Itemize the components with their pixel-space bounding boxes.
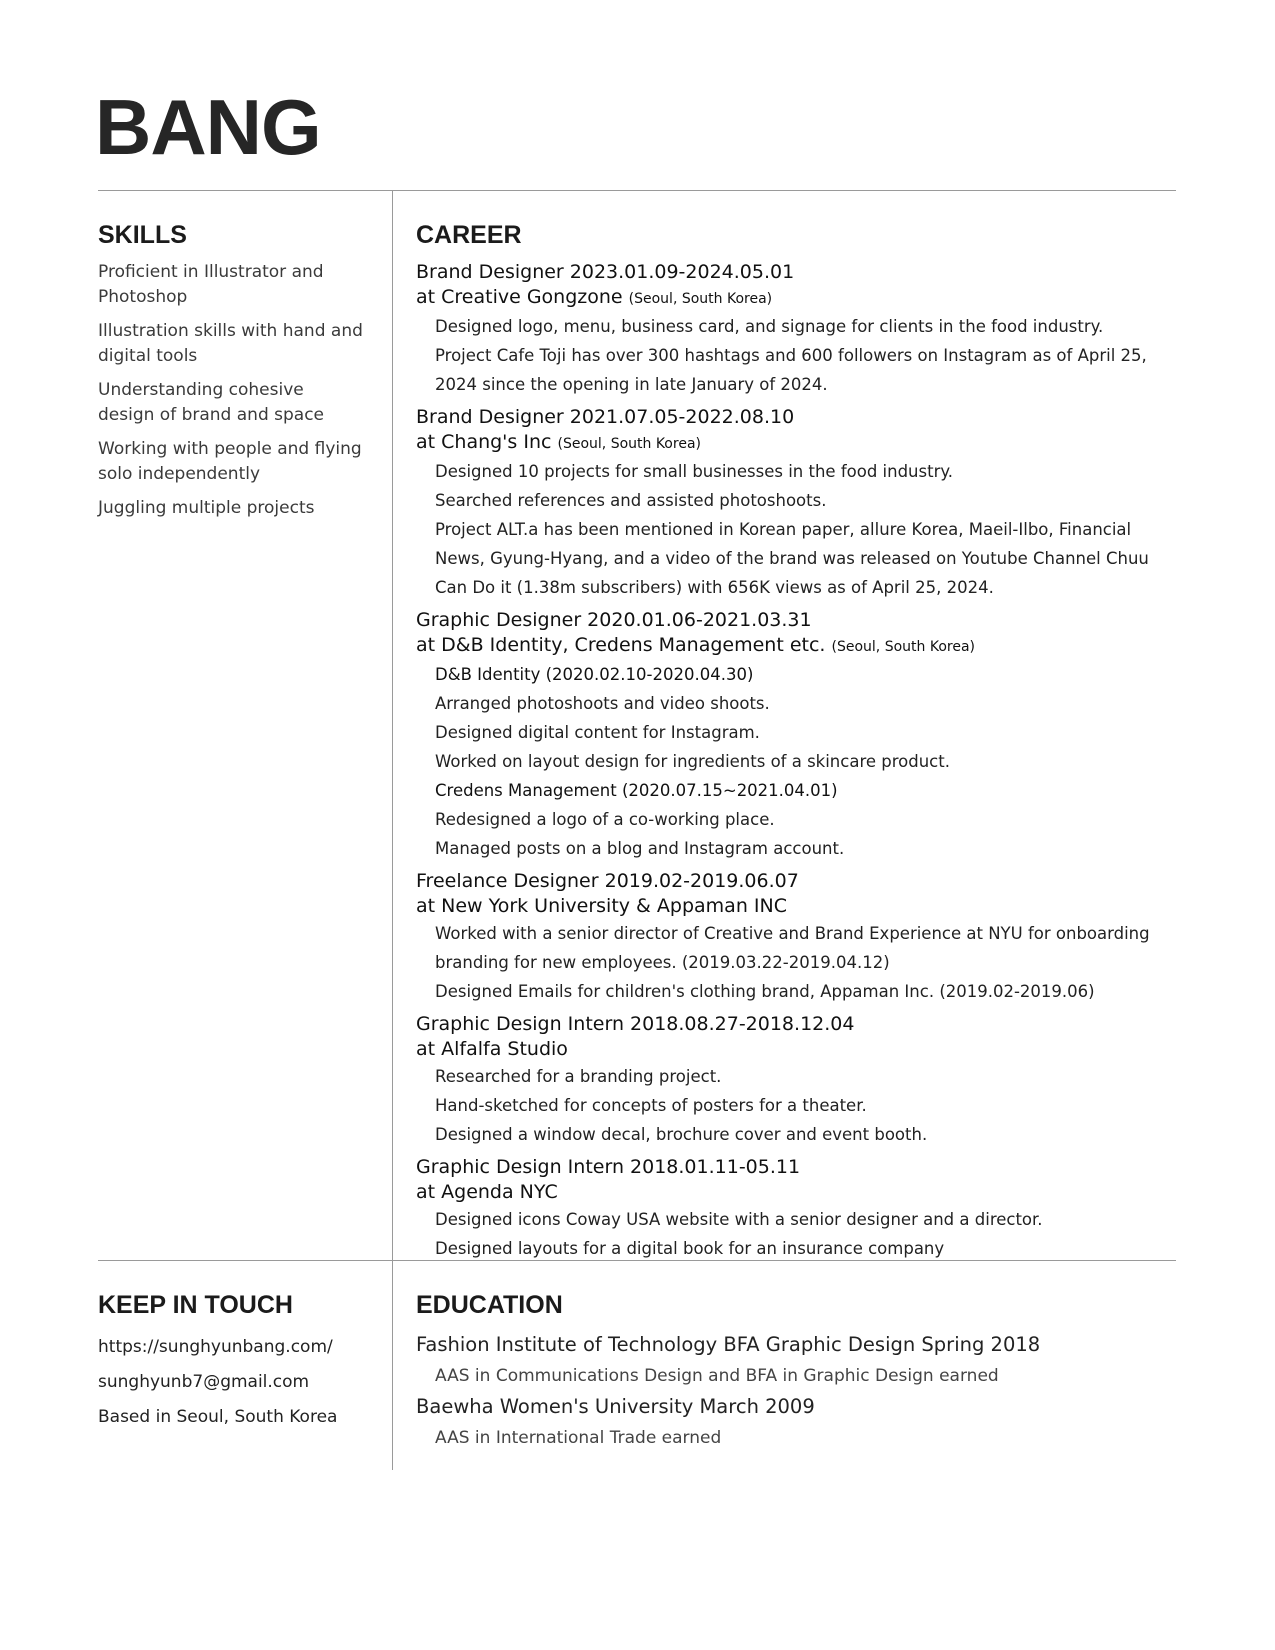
job-title: Graphic Designer 2020.01.06-2021.03.31 (416, 609, 812, 631)
job-location: (Seoul, South Korea) (628, 291, 773, 307)
job-company-line (416, 430, 1196, 457)
job-subheading: D&B Identity (2020.02.10-2020.04.30) (435, 665, 754, 684)
education-detail: AAS in Communications Design and BFA in Graphic Design earned (435, 1366, 999, 1386)
job-entry (416, 608, 1196, 863)
job-title: Brand Designer 2023.01.09-2024.05.01 (416, 261, 795, 283)
job-company: at Agenda NYC (416, 1181, 558, 1203)
job-entry (416, 260, 1196, 399)
location-text: Based in Seoul, South Korea (98, 1407, 338, 1427)
education-heading: EDUCATION (416, 1291, 563, 1319)
job-entry (416, 1012, 1196, 1149)
education-section (416, 1290, 1196, 1454)
job-bullet: branding for new employees. (2019.03.22-2019.04.12) (435, 953, 890, 972)
email-link[interactable]: sunghyunb7@gmail.com (98, 1372, 310, 1392)
job-bullet: Managed posts on a blog and Instagram account. (435, 839, 845, 858)
contact-heading: KEEP IN TOUCH (98, 1291, 293, 1319)
education-title: Fashion Institute of Technology BFA Graphic Design Spring 2018 (416, 1333, 1041, 1356)
job-bullet: Worked with a senior director of Creative and Brand Experience at NYU for onboarding (435, 924, 1150, 943)
column-divider-bottom (392, 1261, 393, 1470)
job-company-line (416, 894, 1196, 919)
job-subheading: Credens Management (2020.07.15~2021.04.01) (435, 781, 838, 800)
skills-section (98, 220, 363, 530)
job-bullet: News, Gyung-Hyang, and a video of the brand was released on Youtube Channel Chuu (435, 549, 1149, 568)
job-bullet: Hand-sketched for concepts of posters for a theater. (435, 1096, 867, 1115)
career-heading: CAREER (416, 221, 522, 249)
job-title: Graphic Design Intern 2018.01.11-05.11 (416, 1156, 801, 1178)
column-divider-top (392, 191, 393, 1260)
job-bullet: Worked on layout design for ingredients of a skincare product. (435, 752, 950, 771)
top-divider (98, 190, 1176, 191)
job-company: at Creative Gongzone (416, 286, 623, 308)
job-bullet: Project ALT.a has been mentioned in Korean paper, allure Korea, Maeil-Ilbo, Financial (435, 520, 1132, 539)
job-bullet: Designed layouts for a digital book for an insurance company (435, 1239, 945, 1258)
job-bullet: Designed logo, menu, business card, and signage for clients in the food industry. (435, 317, 1104, 336)
career-section (416, 220, 1196, 1269)
job-title: Graphic Design Intern 2018.08.27-2018.12.04 (416, 1013, 855, 1035)
job-company-line (416, 1037, 1196, 1062)
skill-item: Illustration skills with hand and digital tools (98, 321, 363, 366)
skill-item: Understanding cohesive design of brand and space (98, 380, 325, 425)
job-entry (416, 869, 1196, 1006)
job-company-line (416, 285, 1196, 312)
job-location: (Seoul, South Korea) (557, 436, 701, 452)
job-bullet: Redesigned a logo of a co-working place. (435, 810, 775, 829)
resume-name: BANG (95, 83, 321, 171)
job-bullet: Designed 10 projects for small businesses in the food industry. (435, 462, 954, 481)
job-bullet: Arranged photoshoots and video shoots. (435, 694, 770, 713)
job-entry (416, 405, 1196, 602)
job-location: (Seoul, South Korea) (831, 639, 975, 655)
job-bullet: Designed a window decal, brochure cover and event booth. (435, 1125, 928, 1144)
job-company-line (416, 1180, 1196, 1205)
job-bullet: 2024 since the opening in late January of 2024. (435, 375, 828, 394)
education-title: Baewha Women's University March 2009 (416, 1395, 815, 1418)
skills-heading: SKILLS (98, 221, 187, 249)
job-company: at Chang's Inc (416, 431, 552, 453)
job-title: Freelance Designer 2019.02-2019.06.07 (416, 870, 799, 892)
job-bullet: Researched for a branding project. (435, 1067, 722, 1086)
contact-section (98, 1290, 363, 1435)
job-company: at D&B Identity, Credens Management etc. (416, 634, 826, 656)
website-link[interactable]: https://sunghyunbang.com/ (98, 1337, 333, 1357)
skill-item: Working with people and flying solo independently (98, 439, 362, 484)
job-bullet: Can Do it (1.38m subscribers) with 656K views as of April 25, 2024. (435, 578, 994, 597)
job-entry (416, 1155, 1196, 1263)
job-bullet: Designed Emails for children's clothing brand, Appaman Inc. (2019.02-2019.06) (435, 982, 1095, 1001)
skill-item: Juggling multiple projects (98, 498, 315, 518)
education-detail: AAS in International Trade earned (435, 1428, 722, 1448)
job-bullet: Designed digital content for Instagram. (435, 723, 760, 742)
job-company: at Alfalfa Studio (416, 1038, 568, 1060)
job-company-line (416, 633, 1196, 660)
skill-item: Proficient in Illustrator and Photoshop (98, 262, 324, 307)
job-bullet: Project Cafe Toji has over 300 hashtags and 600 followers on Instagram as of April 25, (435, 346, 1147, 365)
job-bullet: Searched references and assisted photoshoots. (435, 491, 827, 510)
job-company: at New York University & Appaman INC (416, 895, 787, 917)
job-bullet: Designed icons Coway USA website with a senior designer and a director. (435, 1210, 1043, 1229)
job-title: Brand Designer 2021.07.05-2022.08.10 (416, 406, 795, 428)
